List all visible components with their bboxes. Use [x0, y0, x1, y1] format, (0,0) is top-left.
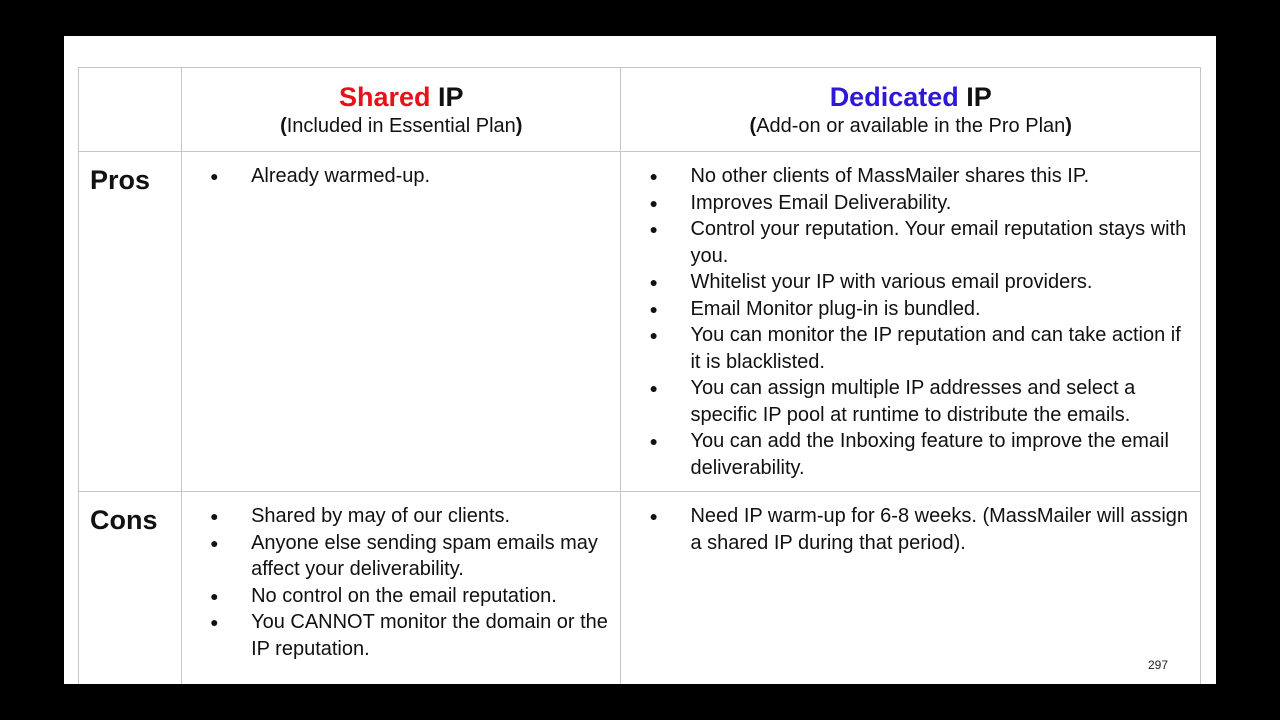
list-item-text: You can assign multiple IP addresses and select a specific IP pool at runtime to distribute the emails.: [690, 377, 1136, 426]
shared-ip-subtitle-text: Included in Essential Plan: [286, 115, 516, 137]
bullet-icon: ●: [210, 508, 219, 524]
bullet-icon: ●: [649, 433, 658, 449]
list-item-text: Shared by may of our clients.: [251, 505, 511, 527]
pros-row: [79, 152, 1201, 492]
bullet-icon: ●: [649, 168, 658, 184]
bullet-icon: ●: [649, 194, 658, 211]
pros-dedicated-list: [621, 152, 1200, 481]
pros-label: Pros: [90, 165, 151, 195]
paren-open: (: [280, 115, 287, 137]
shared-ip-word: IP: [438, 82, 464, 112]
list-item-text: You can add the Inboxing feature to improve the email deliverability.: [690, 430, 1169, 479]
list-item: [649, 428, 1190, 481]
list-item: [210, 530, 610, 583]
dedicated-ip-subtitle: [621, 113, 1200, 139]
shared-ip-title: [182, 81, 620, 113]
list-item-text: Email Monitor plug-in is bundled.: [690, 297, 981, 320]
paren-close: ): [515, 115, 523, 137]
cons-row: [79, 492, 1201, 685]
bullet-icon: ●: [649, 327, 658, 343]
list-item-text: Need IP warm-up for 6-8 weeks. (MassMailer will assign a shared IP during that period).: [690, 505, 1189, 554]
dedicated-ip-word: IP: [966, 82, 992, 112]
list-item: [210, 503, 610, 530]
bullet-icon: ●: [210, 168, 219, 184]
list-item: [649, 216, 1190, 269]
pros-label-cell: [79, 152, 182, 492]
shared-word: Shared: [338, 82, 431, 112]
paren-open: (: [749, 115, 757, 137]
list-item: [649, 190, 1190, 217]
list-item-text: No other clients of MassMailer shares this IP.: [690, 165, 1090, 187]
page-number: 297: [1147, 658, 1168, 672]
list-item: [649, 163, 1190, 190]
cons-dedicated-list: [621, 492, 1200, 556]
table-header-row: [79, 68, 1201, 152]
list-item-text: Already warmed-up.: [251, 165, 431, 187]
bullet-icon: ●: [649, 380, 658, 396]
cons-shared-list: [182, 492, 620, 662]
list-item-text: Anyone else sending spam emails may affect your deliverability.: [251, 531, 598, 580]
empty-corner-cell: [79, 68, 182, 152]
cons-label: Cons: [90, 505, 158, 535]
shared-ip-header-cell: [182, 68, 621, 152]
bullet-icon: ●: [210, 587, 219, 604]
dedicated-ip-subtitle-text: Add-on or available in the Pro Plan: [756, 115, 1066, 137]
list-item-text: Whitelist your IP with various email providers.: [690, 271, 1093, 293]
list-item: [649, 296, 1190, 323]
dedicated-word: Dedicated: [829, 82, 959, 112]
bullet-icon: ●: [649, 300, 658, 317]
pros-shared-cell: [182, 152, 621, 492]
bullet-icon: ●: [210, 534, 219, 551]
pros-shared-list: [182, 152, 620, 190]
list-item: [210, 583, 610, 610]
cons-shared-cell: [182, 492, 621, 685]
shared-ip-subtitle: [182, 113, 620, 139]
list-item: [649, 503, 1190, 556]
bullet-icon: ●: [649, 508, 658, 524]
bullet-icon: ●: [210, 614, 219, 630]
list-item: [649, 269, 1190, 296]
list-item-text: You can monitor the IP reputation and can take action if it is blacklisted.: [690, 324, 1181, 373]
list-item: [649, 322, 1190, 375]
list-item-text: Control your reputation. Your email reputation stays with you.: [690, 218, 1187, 267]
list-item-text: No control on the email reputation.: [251, 584, 557, 607]
list-item-text: You CANNOT monitor the domain or the IP reputation.: [251, 611, 608, 660]
cons-dedicated-cell: [621, 492, 1201, 685]
pros-dedicated-cell: [621, 152, 1201, 492]
list-item: [649, 375, 1190, 428]
bullet-icon: ●: [649, 221, 658, 237]
dedicated-ip-title: [621, 81, 1200, 113]
slide: [64, 36, 1216, 684]
list-item: [210, 163, 610, 190]
list-item: [210, 609, 610, 662]
dedicated-ip-header-cell: [621, 68, 1201, 152]
list-item-text: Improves Email Deliverability.: [690, 191, 952, 214]
bullet-icon: ●: [649, 274, 658, 290]
comparison-table: [78, 67, 1201, 684]
cons-label-cell: [79, 492, 182, 685]
paren-close: ): [1065, 115, 1072, 137]
